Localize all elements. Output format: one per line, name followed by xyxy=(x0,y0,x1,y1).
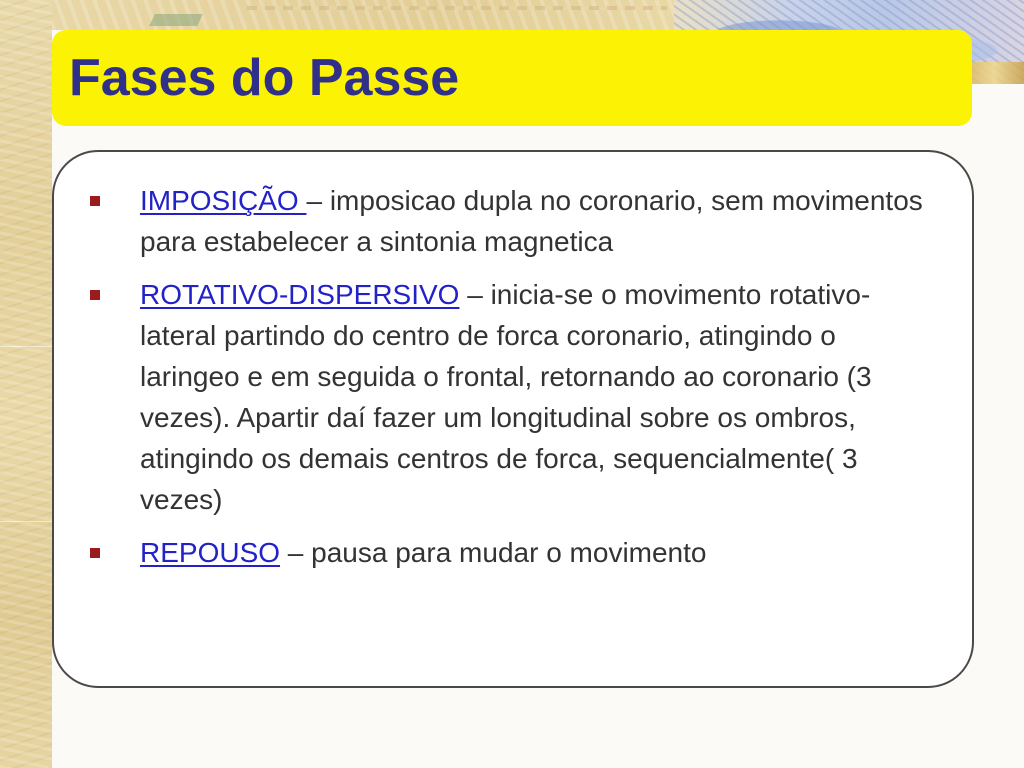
square-bullet-icon xyxy=(90,548,100,558)
term-link[interactable]: REPOUSO xyxy=(140,537,281,568)
bullet-item-rotativo-dispersivo xyxy=(84,274,942,520)
bullet-text: – imposicao dupla no coronario, sem movimentos para estabelecer a sintonia magnetica xyxy=(140,185,923,257)
square-bullet-icon xyxy=(90,196,100,206)
bullet-text: – pausa para mudar o movimento xyxy=(280,537,707,568)
bullet-item-repouso xyxy=(84,532,942,573)
content-box xyxy=(52,150,974,688)
term-link[interactable]: IMPOSIÇÃO xyxy=(140,185,307,216)
slide-title: Fases do Passe xyxy=(69,49,460,107)
bullet-item-imposicao xyxy=(84,180,942,262)
square-bullet-icon xyxy=(90,290,100,300)
title-panel xyxy=(52,30,972,126)
decorative-shape xyxy=(149,14,203,26)
gold-coin-decoration xyxy=(964,62,1024,84)
decorative-shape xyxy=(247,6,667,10)
term-link[interactable]: ROTATIVO-DISPERSIVO xyxy=(140,279,460,310)
left-decorative-strip xyxy=(0,0,52,768)
bullet-list xyxy=(84,180,942,573)
strip-divider xyxy=(0,346,52,347)
strip-divider xyxy=(0,521,52,522)
bullet-text: – inicia-se o movimento rotativo-lateral partindo do centro de forca coronario, atingindo o laringeo e em seguida o frontal, retornando ao coronario (3 vezes). Apartir daí fazer um longitudinal sobre os ombros, atingindo os demais centros de forca, sequencialmente( 3 vezes) xyxy=(140,279,872,515)
